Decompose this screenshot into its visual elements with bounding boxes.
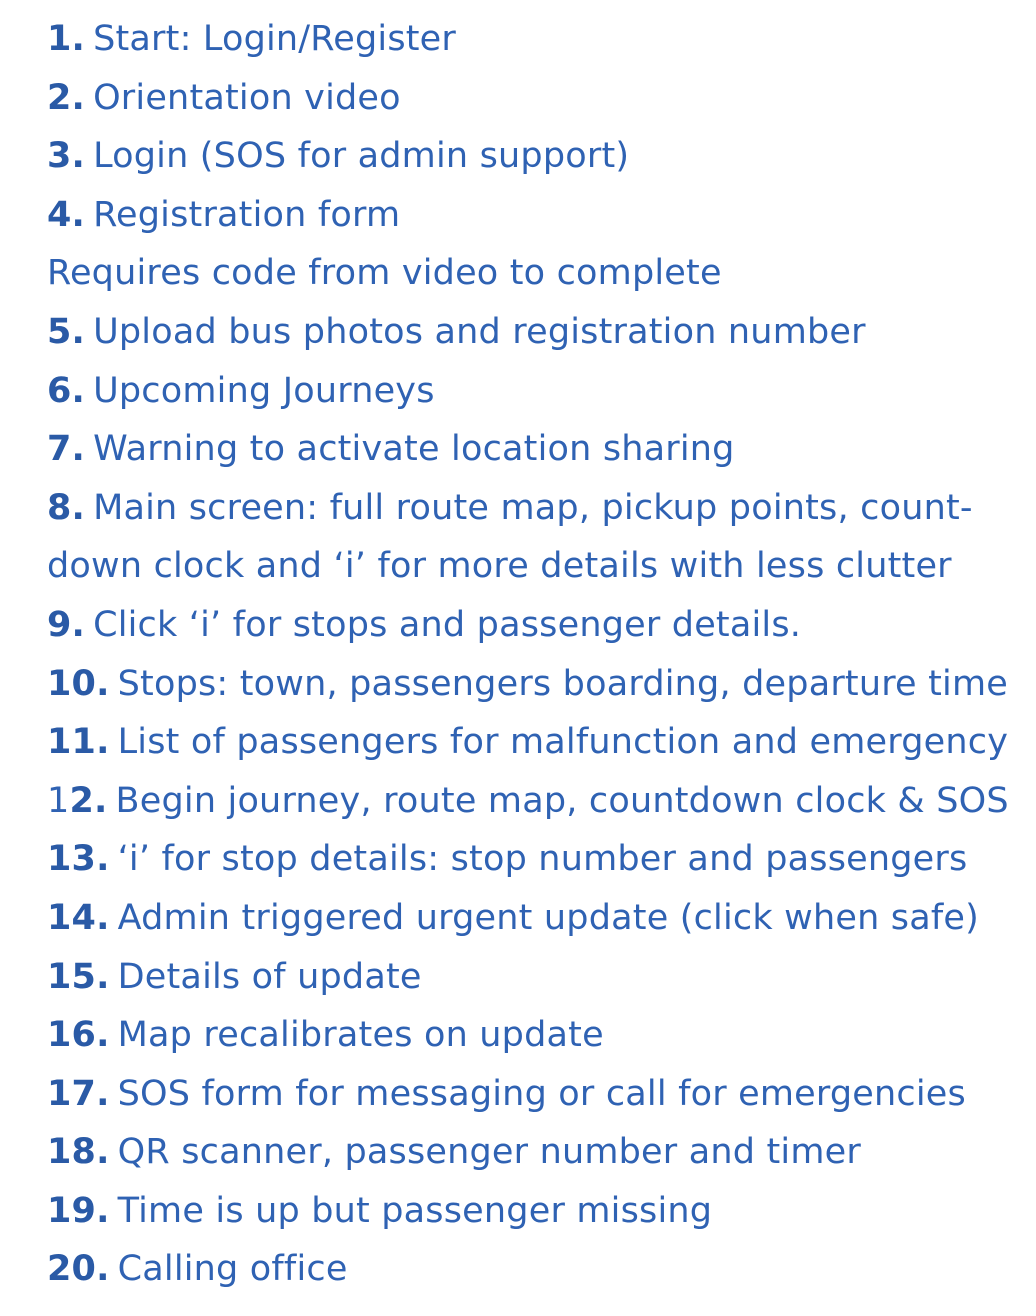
item-number: 9. xyxy=(47,604,86,645)
item-number: 6. xyxy=(47,370,86,411)
item-text: down clock and ‘i’ for more details with less clutter xyxy=(47,546,952,587)
list-item xyxy=(47,713,1032,772)
list-item xyxy=(47,1065,1032,1124)
list-item xyxy=(47,1006,1032,1065)
item-number: 13. xyxy=(47,839,110,880)
list-item xyxy=(47,127,1032,186)
list-item xyxy=(47,1182,1032,1241)
list-item xyxy=(47,1240,1032,1299)
list-item xyxy=(47,10,1032,69)
item-number: 2. xyxy=(47,77,86,118)
item-text: Main screen: full route map, pickup points, count- xyxy=(93,487,973,528)
list-item xyxy=(47,889,1032,948)
item-number: 17. xyxy=(47,1073,110,1114)
item-text: Admin triggered urgent update (click when safe) xyxy=(117,897,979,938)
item-text: ‘i’ for stop details: stop number and passengers xyxy=(117,839,968,880)
item-number: 3. xyxy=(47,136,86,177)
list-item xyxy=(47,69,1032,128)
list-item-continuation xyxy=(47,244,1032,303)
list-item xyxy=(47,186,1032,245)
list-item xyxy=(47,830,1032,889)
item-text: Orientation video xyxy=(93,77,401,118)
item-text: Login (SOS for admin support) xyxy=(93,136,630,177)
list-item xyxy=(47,479,1032,538)
item-number: 8. xyxy=(47,487,86,528)
item-number-plain: 1 xyxy=(47,780,70,821)
item-number: 18. xyxy=(47,1132,110,1173)
item-number: 1. xyxy=(47,19,86,59)
item-text: Upcoming Journeys xyxy=(93,370,435,411)
item-text: Warning to activate location sharing xyxy=(93,429,735,470)
list-item-continuation xyxy=(47,537,1032,596)
item-number: 19. xyxy=(47,1190,110,1231)
item-number: 4. xyxy=(47,194,86,235)
item-text: Registration form xyxy=(93,194,401,235)
item-number: 2. xyxy=(69,780,108,821)
list-item xyxy=(47,596,1032,655)
item-text: Start: Login/Register xyxy=(93,19,456,59)
item-text: List of passengers for malfunction and emergency xyxy=(117,722,1009,763)
list-item xyxy=(47,303,1032,362)
item-text: Requires code from video to complete xyxy=(47,253,722,294)
item-text: QR scanner, passenger number and timer xyxy=(117,1132,861,1173)
item-text: Time is up but passenger missing xyxy=(117,1190,713,1231)
item-number: 14. xyxy=(47,897,110,938)
item-number: 16. xyxy=(47,1015,110,1056)
steps-list xyxy=(47,10,1032,1299)
item-text: Details of update xyxy=(117,956,422,997)
item-number: 7. xyxy=(47,429,86,470)
item-text: Stops: town, passengers boarding, departure time xyxy=(117,663,1008,704)
list-item xyxy=(47,772,1032,831)
item-number: 10. xyxy=(47,663,110,704)
item-number: 5. xyxy=(47,311,86,352)
item-text: Map recalibrates on update xyxy=(117,1015,604,1056)
list-item xyxy=(47,420,1032,479)
list-item xyxy=(47,1123,1032,1182)
list-item xyxy=(47,362,1032,421)
item-text: Click ‘i’ for stops and passenger details. xyxy=(93,604,802,645)
item-text: Begin journey, route map, countdown clock & SOS xyxy=(115,780,1009,821)
item-text: SOS form for messaging or call for emergencies xyxy=(117,1073,966,1114)
item-number: 11. xyxy=(47,722,110,763)
item-text: Upload bus photos and registration number xyxy=(93,311,866,352)
item-text: Calling office xyxy=(117,1249,348,1290)
list-item xyxy=(47,948,1032,1007)
list-item xyxy=(47,655,1032,714)
item-number: 15. xyxy=(47,956,110,997)
item-number: 20. xyxy=(47,1249,110,1290)
